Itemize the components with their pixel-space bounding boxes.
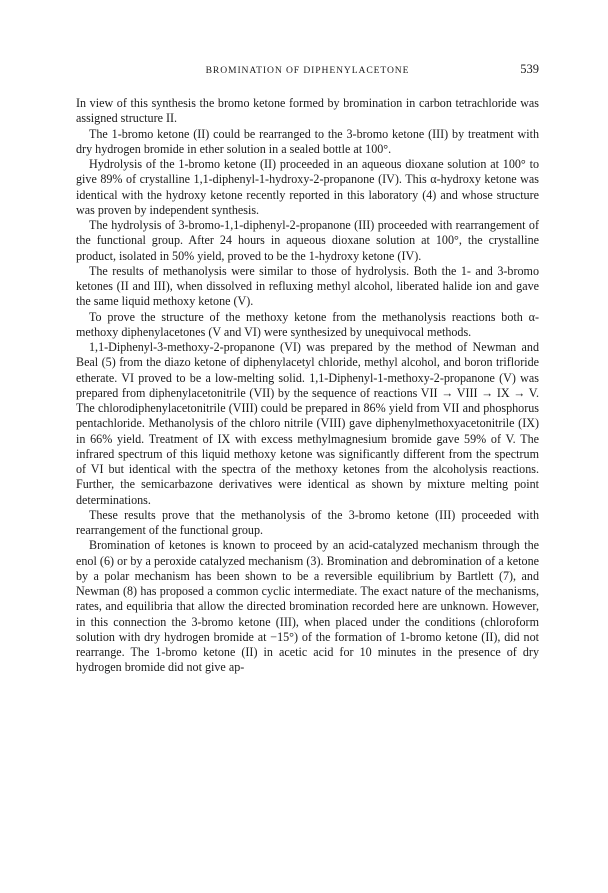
- running-header: [76, 62, 539, 82]
- paragraph: The 1-bromo ketone (II) could be rearranged to the 3-bromo ketone (III) by treatment with dry hydrogen bromide in ether solution in a sealed bottle at 100°.: [76, 126, 539, 156]
- paragraph: 1,1-Diphenyl-3-methoxy-2-propanone (VI) was prepared by the method of Newman and Beal (5) from the diazo ketone of diphenylacetyl chloride, methyl alcohol, and boron trifloride etherate. VI proved to be a low-melting solid. 1,1-Diphenyl-1-methoxy-2-propanone (V) was prepared from diphenylacetonitrile (VII) by the sequence of reactions VII → VIII → IX → V. The chlorodiphenylacetonitrile (VIII) could be prepared in 86% yield from VII and phosphorus pentachloride. Methanolysis of the chloro nitrile (VIII) gave diphenylmethoxyacetonitrile (IX) in 66% yield. Treatment of IX with excess methylmagnesium bromide gave 59% of V. The infrared spectrum of this liquid methoxy ketone was significantly different from the spectrum of VI but identical with the spectra of the methoxy ketones from the alcoholysis reactions. Further, the semicarbazone derivatives were identical as shown by mixture melting point determinations.: [76, 340, 539, 507]
- page-number: 539: [520, 62, 539, 76]
- running-title: BROMINATION OF DIPHENYLACETONE: [205, 65, 410, 76]
- paragraph: Hydrolysis of the 1-bromo ketone (II) proceeded in an aqueous dioxane solution at 100° to give 89% of crystalline 1,1-diphenyl-1-hydroxy-2-propanone (IV). This α-hydroxy ketone was identical with the hydroxy ketone recently reported in this laboratory (4) and whose structure was proven by independent synthesis.: [76, 157, 539, 217]
- paragraph: The hydrolysis of 3-bromo-1,1-diphenyl-2-propanone (III) proceeded with rearrangement of the functional group. After 24 hours in aqueous dioxane solution at 100°, the crystalline product, isolated in 50% yield, proved to be the 1-hydroxy ketone (IV).: [76, 218, 539, 263]
- paragraph: The results of methanolysis were similar to those of hydrolysis. Both the 1- and 3-bromo ketones (II and III), when dissolved in refluxing methyl alcohol, liberated halide ion and gave the same liquid methoxy ketone (V).: [76, 263, 539, 309]
- paragraph: These results prove that the methanolysis of the 3-bromo ketone (III) proceeded with rearrangement of the functional group.: [76, 507, 539, 537]
- body-text: [76, 96, 539, 676]
- paragraph: Bromination of ketones is known to proceed by an acid-catalyzed mechanism through the enol (6) or by a peroxide catalyzed mechanism (3). Bromination and debromination of a ketone by a polar mechanism has been shown to be a reversible equilibrium by Bartlett (7), and Newman (8) has proposed a common cyclic intermediate. The exact nature of the mechanisms, rates, and equilibria that allow the directed bromination recorded here are unknown. However, in this connection the 3-bromo ketone (III), when placed under the conditions (chloroform solution with dry hydrogen bromide at −15°) of the formation of 1-bromo ketone (II), did not rearrange. The 1-bromo ketone (II) in acetic acid for 10 minutes in the presence of dry hydrogen bromide did not give ap-: [76, 538, 539, 675]
- paragraph: To prove the structure of the methoxy ketone from the methanolysis reactions both α-methoxy diphenylacetones (V and VI) were synthesized by unequivocal methods.: [76, 309, 539, 339]
- document-page: [76, 62, 539, 676]
- paragraph: In view of this synthesis the bromo ketone formed by bromination in carbon tetrachloride was assigned structure II.: [76, 96, 539, 126]
